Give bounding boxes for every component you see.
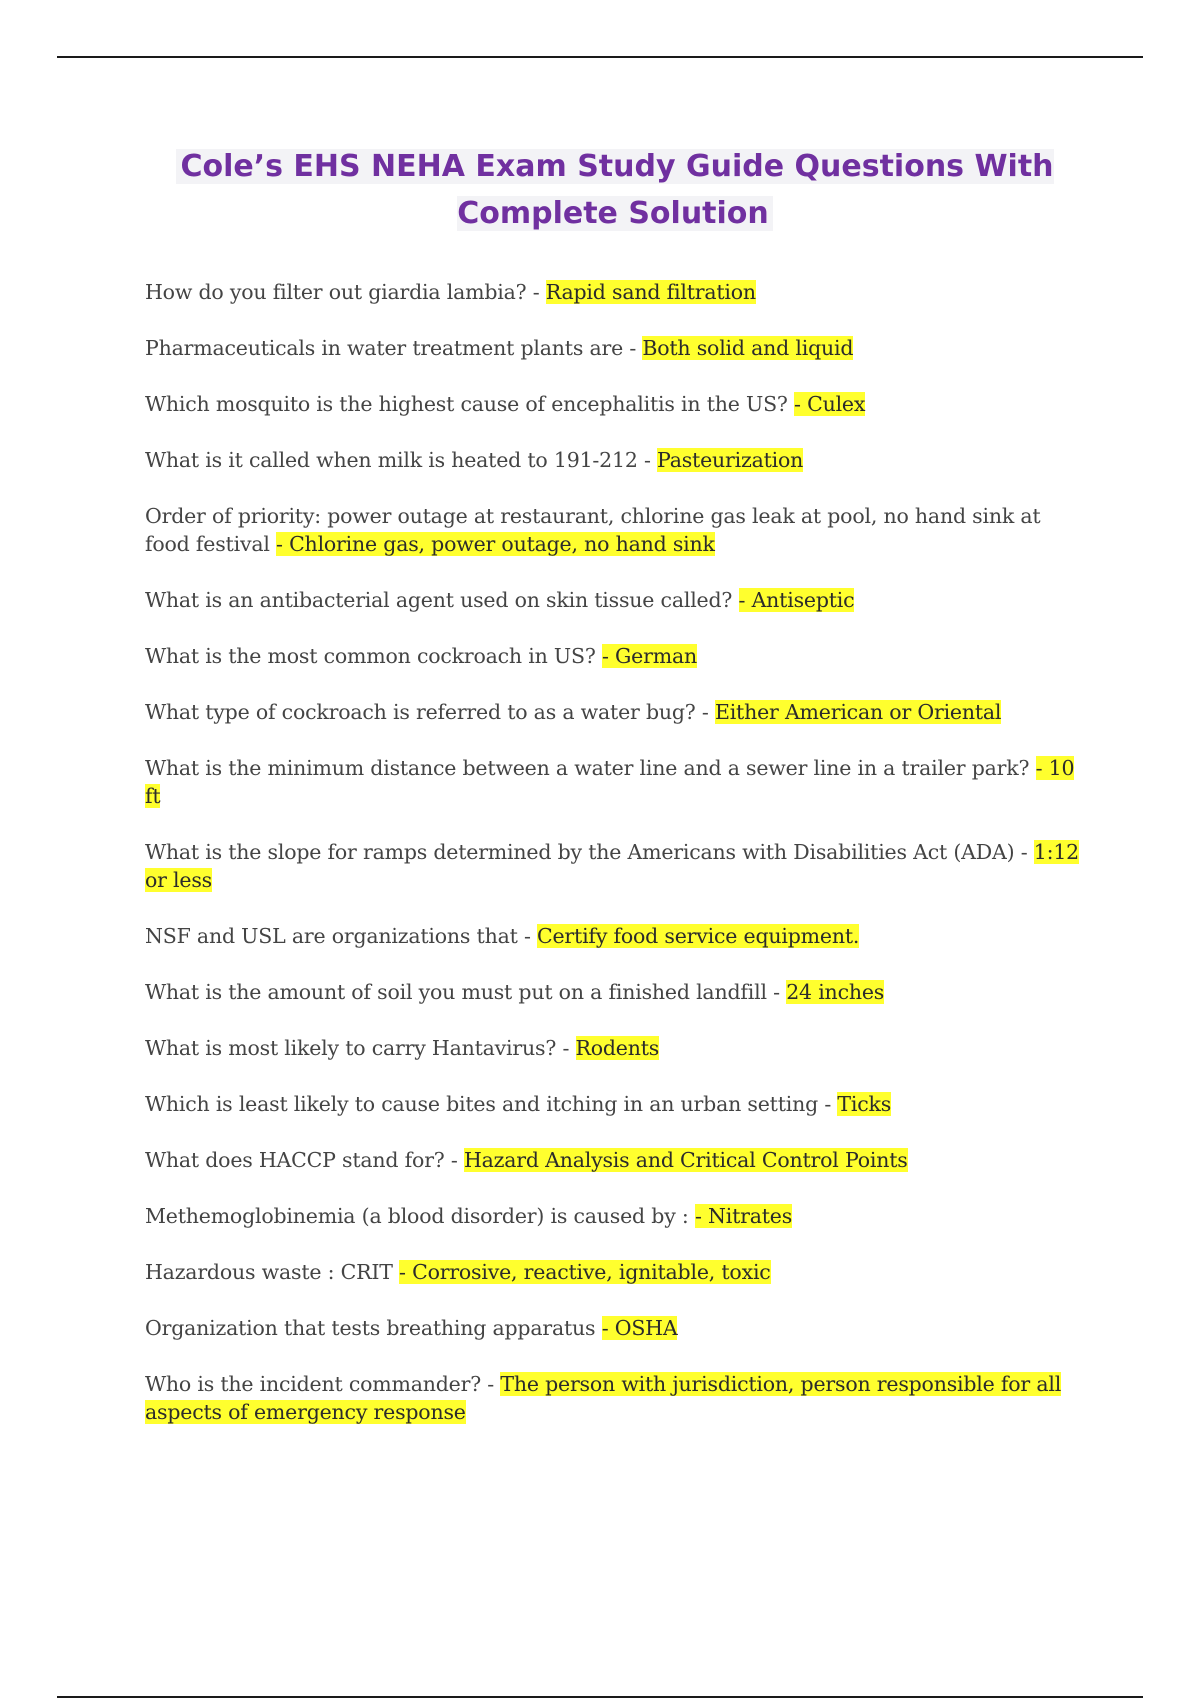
answer: 24 inches [786,980,885,1004]
qa-item [145,1090,1090,1118]
qa-item [145,278,1090,306]
question: What does HACCP stand for? - [145,1148,464,1172]
answer: - OSHA [601,1316,678,1340]
qa-item [145,586,1090,614]
answer: The person with jurisdiction, person responsible for all aspects of emergency response [145,1372,1062,1424]
question: Hazardous waste : CRIT [145,1260,400,1284]
question: What is the minimum distance between a water line and a sewer line in a trailer park? [145,756,1036,780]
answer: - Corrosive, reactive, ignitable, toxic [399,1260,771,1284]
document-title [150,143,1080,237]
qa-item [145,1370,1090,1426]
qa-item [145,642,1090,670]
answer: Rapid sand filtration [545,280,756,304]
question: How do you filter out giardia lambia? - [145,280,546,304]
answer: Ticks [837,1092,892,1116]
question: What is most likely to carry Hantavirus? - [145,1036,576,1060]
qa-item [145,922,1090,950]
question: NSF and USL are organizations that - [145,924,538,948]
qa-item [145,1258,1090,1286]
question: What type of cockroach is referred to as a water bug? - [145,700,715,724]
question: Pharmaceuticals in water treatment plants are - [145,336,643,360]
question: What is the amount of soil you must put on a finished landfill - [145,980,787,1004]
question: What is the slope for ramps determined by the Americans with Disabilities Act (ADA) - [145,840,1034,864]
document-title-text: Cole’s EHS NEHA Exam Study Guide Questions With Complete Solution [176,149,1053,231]
answer: Certify food service equipment. [537,924,860,948]
qa-item [145,1314,1090,1342]
question: Order of priority: power outage at restaurant, chlorine gas leak at pool, no hand sink at food festival [145,504,1041,556]
answer: Rodents [575,1036,660,1060]
answer: - German [601,644,697,668]
top-rule [57,56,1143,58]
answer: - Culex [794,392,866,416]
bottom-rule [57,1696,1143,1698]
qa-item [145,1202,1090,1230]
question: What is an antibacterial agent used on skin tissue called? [145,588,739,612]
answer: - Nitrates [694,1204,793,1228]
question: What is it called when milk is heated to 191-212 - [145,448,658,472]
answer: Pasteurization [657,448,804,472]
question: Which is least likely to cause bites and itching in an urban setting - [145,1092,838,1116]
qa-item [145,838,1090,894]
answer: Hazard Analysis and Critical Control Points [463,1148,908,1172]
qa-item [145,1146,1090,1174]
answer: Either American or Oriental [714,700,1002,724]
qa-item [145,334,1090,362]
question: Who is the incident commander? - [145,1372,501,1396]
qa-list [145,278,1090,1426]
question: Methemoglobinemia (a blood disorder) is caused by : [145,1204,695,1228]
qa-item [145,502,1090,558]
question: Which mosquito is the highest cause of encephalitis in the US? [145,392,795,416]
answer: - Chlorine gas, power outage, no hand sink [276,532,715,556]
question: Organization that tests breathing apparatus [145,1316,602,1340]
answer: - Antiseptic [738,588,855,612]
answer: 1:12 or less [145,840,1080,892]
qa-item [145,1034,1090,1062]
qa-item [145,978,1090,1006]
question: What is the most common cockroach in US? [145,644,602,668]
answer: Both solid and liquid [642,336,854,360]
qa-item [145,390,1090,418]
qa-item [145,754,1090,810]
answer: - 10 ft [145,756,1075,808]
qa-item [145,698,1090,726]
qa-item [145,446,1090,474]
